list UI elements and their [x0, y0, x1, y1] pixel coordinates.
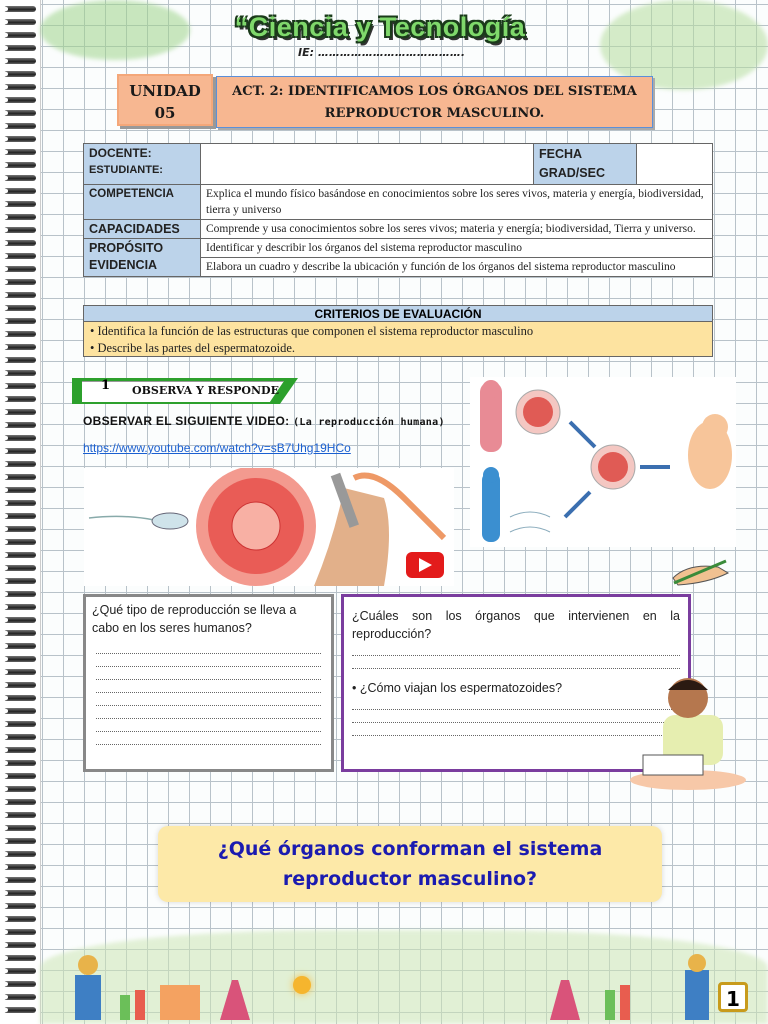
answer-lines-1[interactable]	[86, 641, 331, 745]
spiral-ring	[4, 162, 36, 168]
spiral-ring	[4, 32, 36, 38]
grad-sec-label: GRAD/SEC	[539, 166, 605, 180]
docente-input-cell[interactable]	[201, 144, 534, 185]
spiral-ring	[4, 461, 36, 467]
fecha-label: FECHA	[539, 147, 583, 161]
unit-number: 05	[154, 104, 176, 122]
spiral-ring	[4, 58, 36, 64]
competencia-label: COMPETENCIA	[84, 185, 201, 220]
activity-title-box	[216, 76, 653, 128]
spiral-ring	[4, 916, 36, 922]
spiral-ring	[4, 227, 36, 233]
competencia-text: Explica el mundo físico basándose en conocimientos sobre los seres vivos, materia y energía, biodiversidad, tierra y universo	[201, 185, 713, 220]
spiral-ring	[4, 734, 36, 740]
spiral-ring	[4, 825, 36, 831]
spiral-ring	[4, 760, 36, 766]
spiral-ring	[4, 903, 36, 909]
spiral-ring	[4, 6, 36, 12]
spiral-ring	[4, 279, 36, 285]
spiral-ring	[4, 942, 36, 948]
spiral-ring	[4, 422, 36, 428]
spiral-ring	[4, 682, 36, 688]
spiral-ring	[4, 149, 36, 155]
spiral-ring	[4, 500, 36, 506]
spiral-ring	[4, 318, 36, 324]
section-number: 1	[101, 378, 111, 393]
spiral-ring	[4, 331, 36, 337]
fecha-grad-labels	[534, 144, 637, 185]
spiral-ring	[4, 786, 36, 792]
spiral-ring	[4, 214, 36, 220]
spiral-ring	[4, 97, 36, 103]
spiral-ring	[4, 591, 36, 597]
spiral-ring	[4, 201, 36, 207]
spiral-ring	[4, 240, 36, 246]
question-2-text: ¿Cuáles son los órganos que intervienen en la reproducción?	[352, 609, 680, 641]
proposito-text: Identificar y describir los órganos del sistema reproductor masculino	[201, 239, 713, 258]
spiral-ring	[4, 435, 36, 441]
youtube-play-icon[interactable]	[406, 552, 446, 580]
spiral-ring	[4, 981, 36, 987]
unit-label: UNIDAD	[129, 82, 201, 100]
spiral-ring	[4, 84, 36, 90]
spiral-ring	[4, 552, 36, 558]
spiral-ring	[4, 656, 36, 662]
sun-icon	[293, 976, 311, 994]
reproduction-diagram	[470, 377, 736, 547]
lab-equipment-right-icon	[545, 945, 715, 1020]
info-table	[83, 143, 713, 277]
answer-lines-2[interactable]	[344, 643, 688, 669]
spiral-ring	[4, 539, 36, 545]
spiral-binding	[0, 0, 41, 1024]
capacidades-text: Comprende y usa conocimientos sobre los seres vivos; materia y energía; biodiversidad, Tierra y universo.	[201, 220, 713, 239]
unit-box	[117, 74, 213, 126]
docente-estudiante-labels	[84, 144, 201, 185]
main-question-line2: reproductor masculino?	[282, 868, 538, 890]
page-number: 1	[718, 982, 748, 1012]
criteria-item-2: • Describe las partes del espermatozoide.	[90, 341, 295, 355]
evidencia-text: Elabora un cuadro y describe la ubicación y función de los órganos del sistema reproductor masculino	[201, 258, 713, 277]
spiral-ring	[4, 838, 36, 844]
spiral-ring	[4, 188, 36, 194]
spiral-ring	[4, 266, 36, 272]
main-question-line1: ¿Qué órganos conforman el sistema	[217, 838, 603, 860]
spiral-ring	[4, 695, 36, 701]
spiral-ring	[4, 890, 36, 896]
spiral-ring	[4, 929, 36, 935]
main-question-banner	[158, 826, 662, 902]
estudiante-label: ESTUDIANTE:	[89, 164, 163, 176]
question-1-text: ¿Qué tipo de reproducción se lleva a cabo en los seres humanos?	[92, 603, 297, 635]
spiral-ring	[4, 604, 36, 610]
spiral-ring	[4, 253, 36, 259]
spiral-ring	[4, 708, 36, 714]
docente-label: DOCENTE:	[89, 146, 152, 160]
spiral-ring	[4, 565, 36, 571]
spiral-ring	[4, 799, 36, 805]
spiral-ring	[4, 578, 36, 584]
spiral-ring	[4, 357, 36, 363]
spiral-ring	[4, 721, 36, 727]
spiral-ring	[4, 955, 36, 961]
lab-equipment-left-icon	[60, 945, 260, 1020]
video-thumbnail[interactable]	[84, 468, 454, 586]
spiral-ring	[4, 812, 36, 818]
proposito-evidencia-labels	[84, 239, 201, 277]
spiral-ring	[4, 630, 36, 636]
spiral-ring	[4, 383, 36, 389]
activity-title-line2: REPRODUCTOR MASCULINO.	[324, 106, 545, 121]
student-writing-illustration	[628, 670, 748, 790]
spiral-ring	[4, 45, 36, 51]
spiral-ring	[4, 617, 36, 623]
question-3-text: • ¿Cómo viajan los espermatozoides?	[352, 681, 563, 695]
spiral-ring	[4, 1007, 36, 1013]
criteria-list	[83, 321, 713, 357]
spiral-ring	[4, 864, 36, 870]
spiral-ring	[4, 851, 36, 857]
section-label: OBSERVA Y RESPONDE	[132, 384, 279, 397]
spiral-ring	[4, 513, 36, 519]
spiral-ring	[4, 344, 36, 350]
spiral-ring	[4, 487, 36, 493]
spiral-ring	[4, 526, 36, 532]
decorative-foliage-left	[40, 0, 190, 60]
spiral-ring	[4, 110, 36, 116]
activity-title-line1: ACT. 2: IDENTIFICAMOS LOS ÓRGANOS DEL SISTEMA	[232, 84, 637, 99]
spiral-ring	[4, 669, 36, 675]
spiral-ring	[4, 123, 36, 129]
spiral-ring	[4, 773, 36, 779]
proposito-label: PROPÓSITO	[89, 241, 164, 255]
video-link[interactable]: https://www.youtube.com/watch?v=sB7Uhg19HCo	[83, 441, 351, 455]
capacidades-label: CAPACIDADES	[84, 220, 201, 239]
spiral-ring	[4, 968, 36, 974]
spiral-ring	[4, 474, 36, 480]
criteria-item-1: • Identifica la función de las estructuras que componen el sistema reproductor masculino	[90, 324, 534, 338]
spiral-ring	[4, 448, 36, 454]
spiral-ring	[4, 409, 36, 415]
evidencia-label: EVIDENCIA	[89, 258, 158, 272]
spiral-ring	[4, 175, 36, 181]
spiral-ring	[4, 643, 36, 649]
video-instruction	[83, 414, 445, 428]
spiral-ring	[4, 877, 36, 883]
writing-hand-icon	[668, 553, 734, 589]
video-title: (La reproducción humana)	[293, 417, 445, 428]
spiral-ring	[4, 136, 36, 142]
video-instruction-text: OBSERVAR EL SIGUIENTE VIDEO:	[83, 414, 290, 428]
spiral-ring	[4, 747, 36, 753]
spiral-ring	[4, 71, 36, 77]
criteria-heading: CRITERIOS DE EVALUACIÓN	[83, 305, 713, 321]
fertilization-illustration	[84, 468, 454, 586]
fecha-input-cell[interactable]	[637, 144, 713, 185]
question-box-1	[83, 594, 334, 772]
spiral-ring	[4, 19, 36, 25]
ie-field-label: IE: ………………………………….	[298, 46, 466, 59]
spiral-ring	[4, 305, 36, 311]
spiral-ring	[4, 396, 36, 402]
spiral-ring	[4, 994, 36, 1000]
spiral-ring	[4, 292, 36, 298]
spiral-ring	[4, 370, 36, 376]
page-title: “Ciencia y Tecnología	[234, 12, 526, 42]
